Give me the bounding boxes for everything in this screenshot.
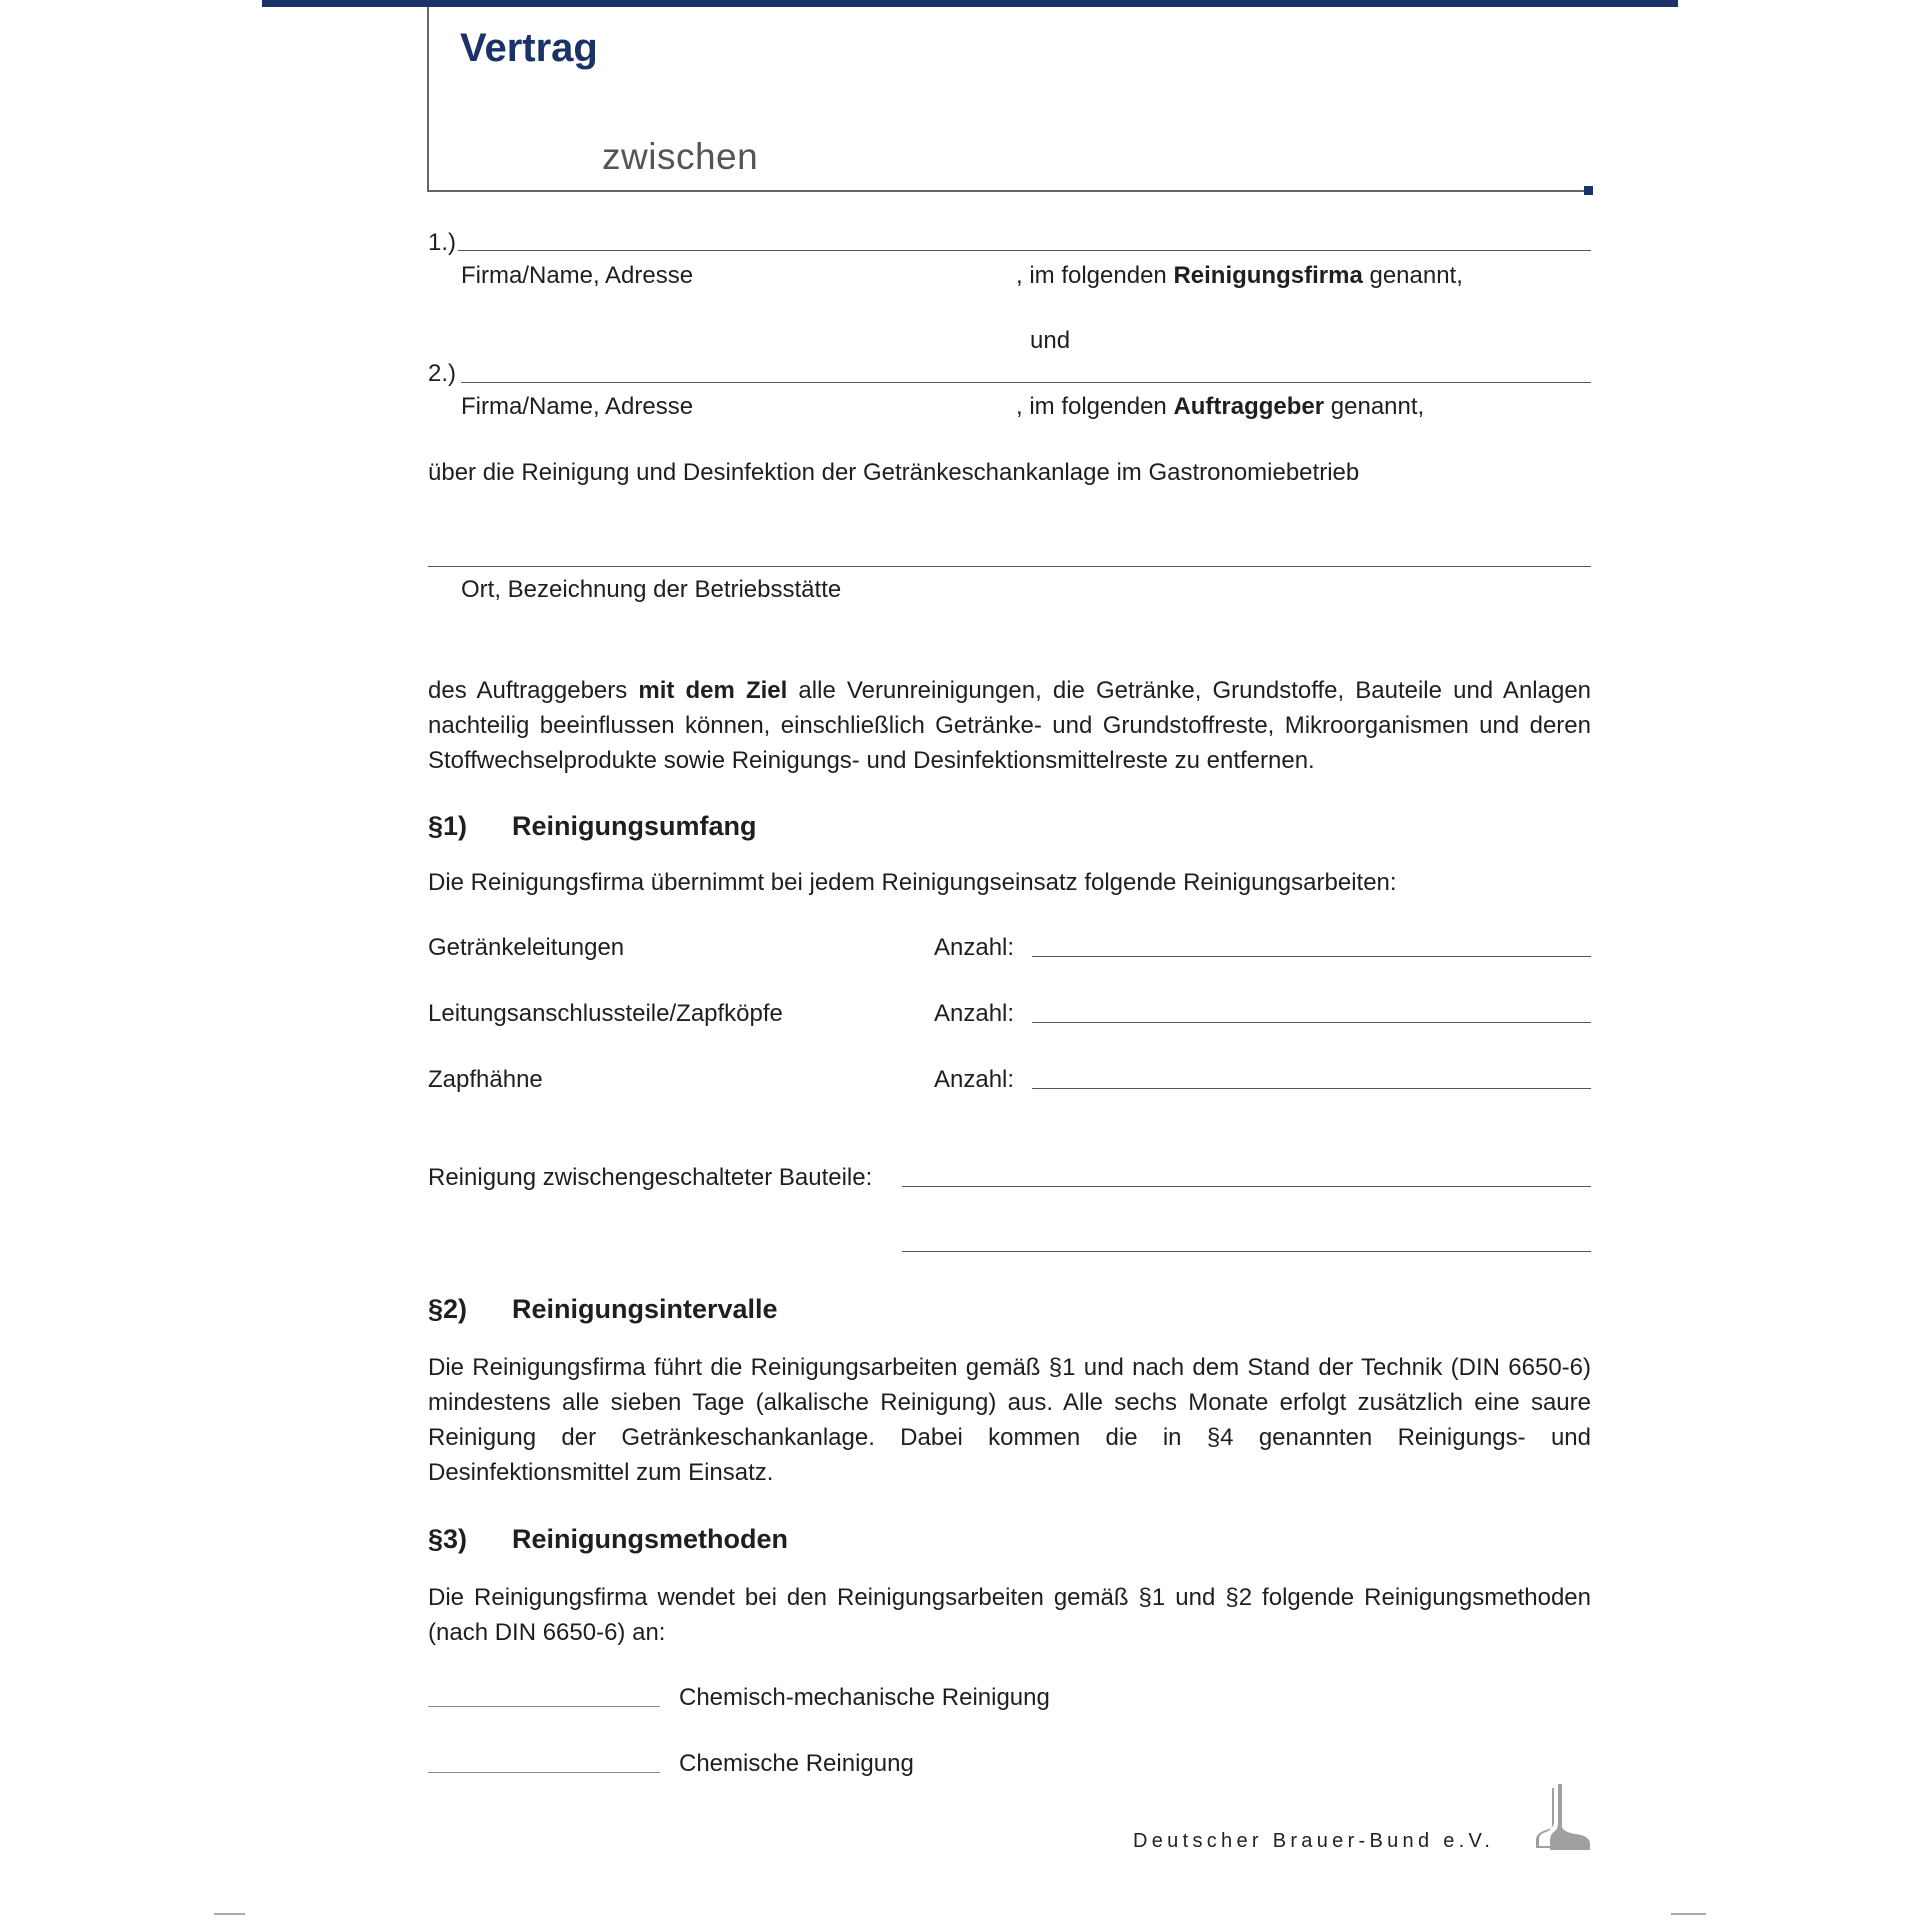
method-label: Chemisch-mechanische Reinigung — [679, 1684, 1050, 1711]
role-name: Reinigungsfirma — [1173, 262, 1363, 289]
s1-item-label: Leitungsanschlussteile/Zapfköpfe — [428, 1000, 783, 1027]
method-check-line[interactable] — [428, 1706, 660, 1707]
brew-kettle-logo-icon — [1532, 1782, 1594, 1852]
role-name: Auftraggeber — [1173, 393, 1325, 420]
bottom-left-crop-mark — [214, 1913, 245, 1915]
method-check-line[interactable] — [428, 1772, 660, 1773]
s1-item-count-input[interactable] — [1032, 1088, 1591, 1089]
party2-label: Firma/Name, Adresse — [461, 393, 694, 420]
location-input-line[interactable] — [428, 566, 1591, 567]
s2-title: Reinigungsintervalle — [512, 1294, 778, 1324]
subtitle: zwischen — [602, 136, 759, 177]
s3-number: §3) — [428, 1524, 468, 1554]
s1-item-count-label: Anzahl: — [934, 1066, 1015, 1093]
s1-item-count-label: Anzahl: — [934, 1000, 1015, 1027]
s3-paragraph: Die Reinigungsfirma wendet bei den Reinigungsarbeiten gemäß §1 und §2 folgende Reinigungsmethoden (nach DIN 6650-6) an: — [428, 1584, 1591, 1646]
s1-item-count-input[interactable] — [1032, 956, 1591, 957]
role-prefix: , im folgenden — [1016, 262, 1174, 289]
party2-number: 2.) — [428, 360, 457, 387]
subject-text: über die Reinigung und Desinfektion der Getränkeschankanlage im Gastronomiebetrieb — [428, 459, 1360, 486]
goal-pre: des Auftraggebers — [428, 677, 639, 704]
role-prefix: , im folgenden — [1016, 393, 1174, 420]
top-accent-bar — [262, 0, 1678, 7]
page-title: Vertrag — [460, 26, 598, 70]
header-corner-square — [1584, 186, 1593, 195]
party2-input-line[interactable] — [461, 382, 1591, 383]
s1-item-label: Getränkeleitungen — [428, 934, 625, 961]
s1-item-label: Zapfhähne — [428, 1066, 543, 1093]
header-frame-left-rule — [427, 7, 429, 192]
s1-title: Reinigungsumfang — [512, 811, 757, 841]
s1-item-count-label: Anzahl: — [934, 934, 1015, 961]
goal-post: alle Verunreinigungen, die Getränke, Grundstoffe, Bauteile und Anlagen nachteilig beeinflussen können, einschließlich Getränke- und Grundstoffreste, Mikroorganismen und deren Stoffwechselprodukte sowie Reinigungs- und Desinfektionsmittelreste zu entfernen. — [428, 677, 1592, 774]
bottom-right-crop-mark — [1671, 1913, 1706, 1915]
location-label: Ort, Bezeichnung der Betriebsstätte — [461, 576, 842, 603]
party2-role — [1016, 393, 1424, 421]
header-frame-bottom-rule — [427, 190, 1587, 192]
footer-org-name: Deutscher Brauer-Bund e.V. — [1133, 1830, 1495, 1852]
s3-title: Reinigungsmethoden — [512, 1524, 788, 1554]
and-text: und — [1030, 327, 1071, 354]
s1-components-input-2[interactable] — [902, 1251, 1591, 1252]
party1-number: 1.) — [428, 229, 457, 256]
party1-label: Firma/Name, Adresse — [461, 262, 694, 289]
s2-number: §2) — [428, 1294, 468, 1324]
party1-input-line[interactable] — [458, 250, 1591, 251]
s1-number: §1) — [428, 811, 468, 841]
s1-components-input-1[interactable] — [902, 1186, 1591, 1187]
role-suffix: genannt, — [1362, 262, 1463, 289]
method-label: Chemische Reinigung — [679, 1750, 914, 1777]
s2-paragraph: Die Reinigungsfirma führt die Reinigungsarbeiten gemäß §1 und nach dem Stand der Technik (DIN 6650-6) mindestens alle sieben Tage (alkalische Reinigung) aus. Alle sechs Monate erfolgt zusätzlich eine saure Reinigung der Getränkeschankanlage. Dabei kommen die in §4 genannten Reinigungs- und Desinfektionsmittel zum Einsatz. — [428, 1354, 1591, 1486]
goal-paragraph — [428, 673, 1591, 778]
s1-components-label: Reinigung zwischengeschalteter Bauteile: — [428, 1164, 873, 1191]
s1-item-count-input[interactable] — [1032, 1022, 1591, 1023]
party1-role — [1016, 262, 1463, 290]
s1-intro: Die Reinigungsfirma übernimmt bei jedem Reinigungseinsatz folgende Reinigungsarbeiten: — [428, 869, 1397, 896]
role-suffix: genannt, — [1324, 393, 1425, 420]
goal-bold: mit dem Ziel — [638, 677, 788, 704]
